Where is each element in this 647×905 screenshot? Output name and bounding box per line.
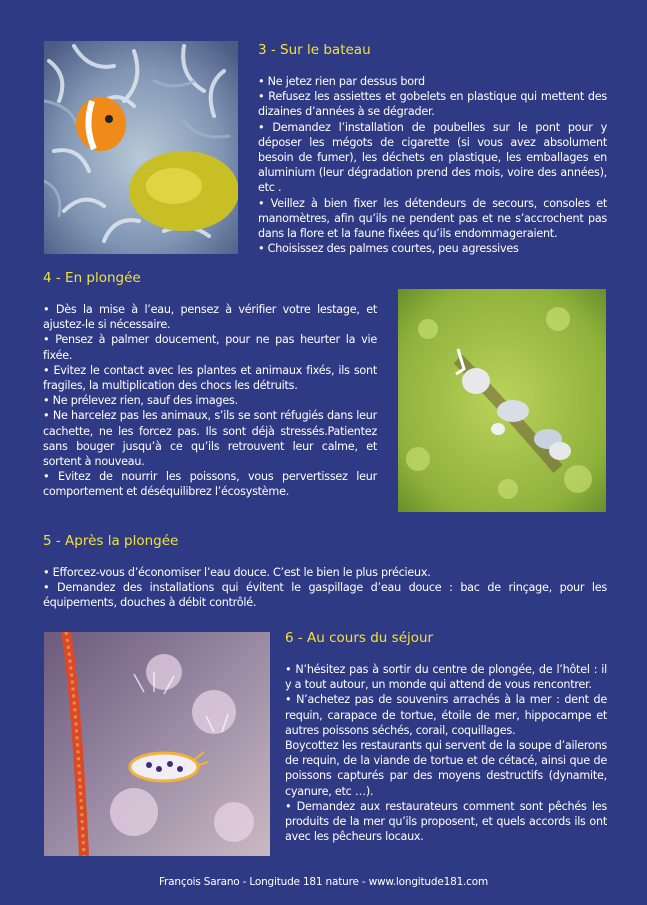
paragraph: • Ne harcelez pas les animaux, s’ils se sont réfugiés dans leur cachette, ne les forcez pas. Ils sont déjà stressés.Patientez sans bouger jusqu’à ce qu’ils retrouvent leur calme, et sortent à nouveau.: [43, 409, 377, 469]
section-en-plongee: [43, 270, 377, 500]
paragraph: • Evitez de nourrir les poissons, vous pervertissez leur comportement et déséquilibrez l’écosystème.: [43, 470, 377, 499]
paragraph: • Refusez les assiettes et gobelets en plastique qui mettent des dizaines d’années à se dégrader.: [258, 90, 607, 119]
section-au-cours-du-sejour: [285, 630, 607, 844]
paragraph: • Dès la mise à l’eau, pensez à vérifier votre lestage, et ajustez-le si nécessaire.: [43, 303, 377, 332]
paragraph: • Ne prélevez rien, sauf des images.: [43, 394, 238, 408]
seagrass-photo: [398, 289, 606, 512]
paragraph: • Evitez le contact avec les plantes et animaux fixés, ils sont fragiles, la multiplication des chocs les détruits.: [43, 363, 377, 393]
section-title: 4 - En plongée: [43, 270, 141, 286]
clownfish-anemone-photo: [44, 41, 238, 254]
section-apres-la-plongee: [43, 533, 607, 611]
paragraph: • Ne jetez rien par dessus bord: [258, 75, 425, 88]
paragraph: Boycottez les restaurants qui servent de la soupe d’ailerons de requin, de la viande de tortue et de cétacé, ainsi que de poissons capturés par des moyens destructifs (dynamite, cyanure, etc …).: [285, 739, 607, 798]
paragraph: • Choisissez des palmes courtes, peu agressives: [258, 242, 519, 256]
paragraph: • Demandez des installations qui évitent le gaspillage d’eau douce : bac de rinçage, pour les équipements, douches à débit contrôlé.: [43, 581, 607, 610]
paragraph: • Efforcez-vous d’économiser l’eau douce. C’est le bien le plus précieux.: [43, 566, 431, 579]
section-title: 3 - Sur le bateau: [258, 42, 371, 58]
section-title: 6 - Au cours du séjour: [285, 630, 434, 646]
paragraph: • Demandez aux restaurateurs comment sont pêchés les produits de la mer qu’ils proposent, et quels accords ils ont avec les pêcheurs locaux.: [285, 799, 607, 844]
paragraph: • Pensez à palmer doucement, pour ne pas heurter la vie fixée.: [43, 333, 377, 362]
footer-credit: François Sarano - Longitude 181 nature - www.longitude181.com: [158, 876, 489, 888]
section-title: 5 - Après la plongée: [43, 533, 179, 549]
paragraph: • Demandez l’installation de poubelles sur le pont pour y déposer les mégots de cigarette (si vous avez absolument besoin de fumer), les déchets en plastique, les emballages en aluminium (leur dégradation prend des mois, voire des années), etc .: [258, 120, 607, 195]
reef-nudibranch-photo: [44, 632, 270, 856]
paragraph: • Veillez à bien fixer les détendeurs de secours, consoles et manomètres, afin qu’ils ne pendent pas et ne s’accrochent pas dans la flore et la faune fixées qu’ils endommageraient.: [258, 196, 607, 241]
paragraph: • N’hésitez pas à sortir du centre de plongée, de l’hôtel : il y a tout autour, un monde qui attend de vous rencontrer.: [285, 663, 607, 692]
paragraph: • N’achetez pas de souvenirs arrachés à la mer : dent de requin, carapace de tortue, étoile de mer, hippocampe et autres poissons séchés, corail, coquillages.: [285, 693, 607, 737]
section-sur-le-bateau: [258, 42, 607, 256]
